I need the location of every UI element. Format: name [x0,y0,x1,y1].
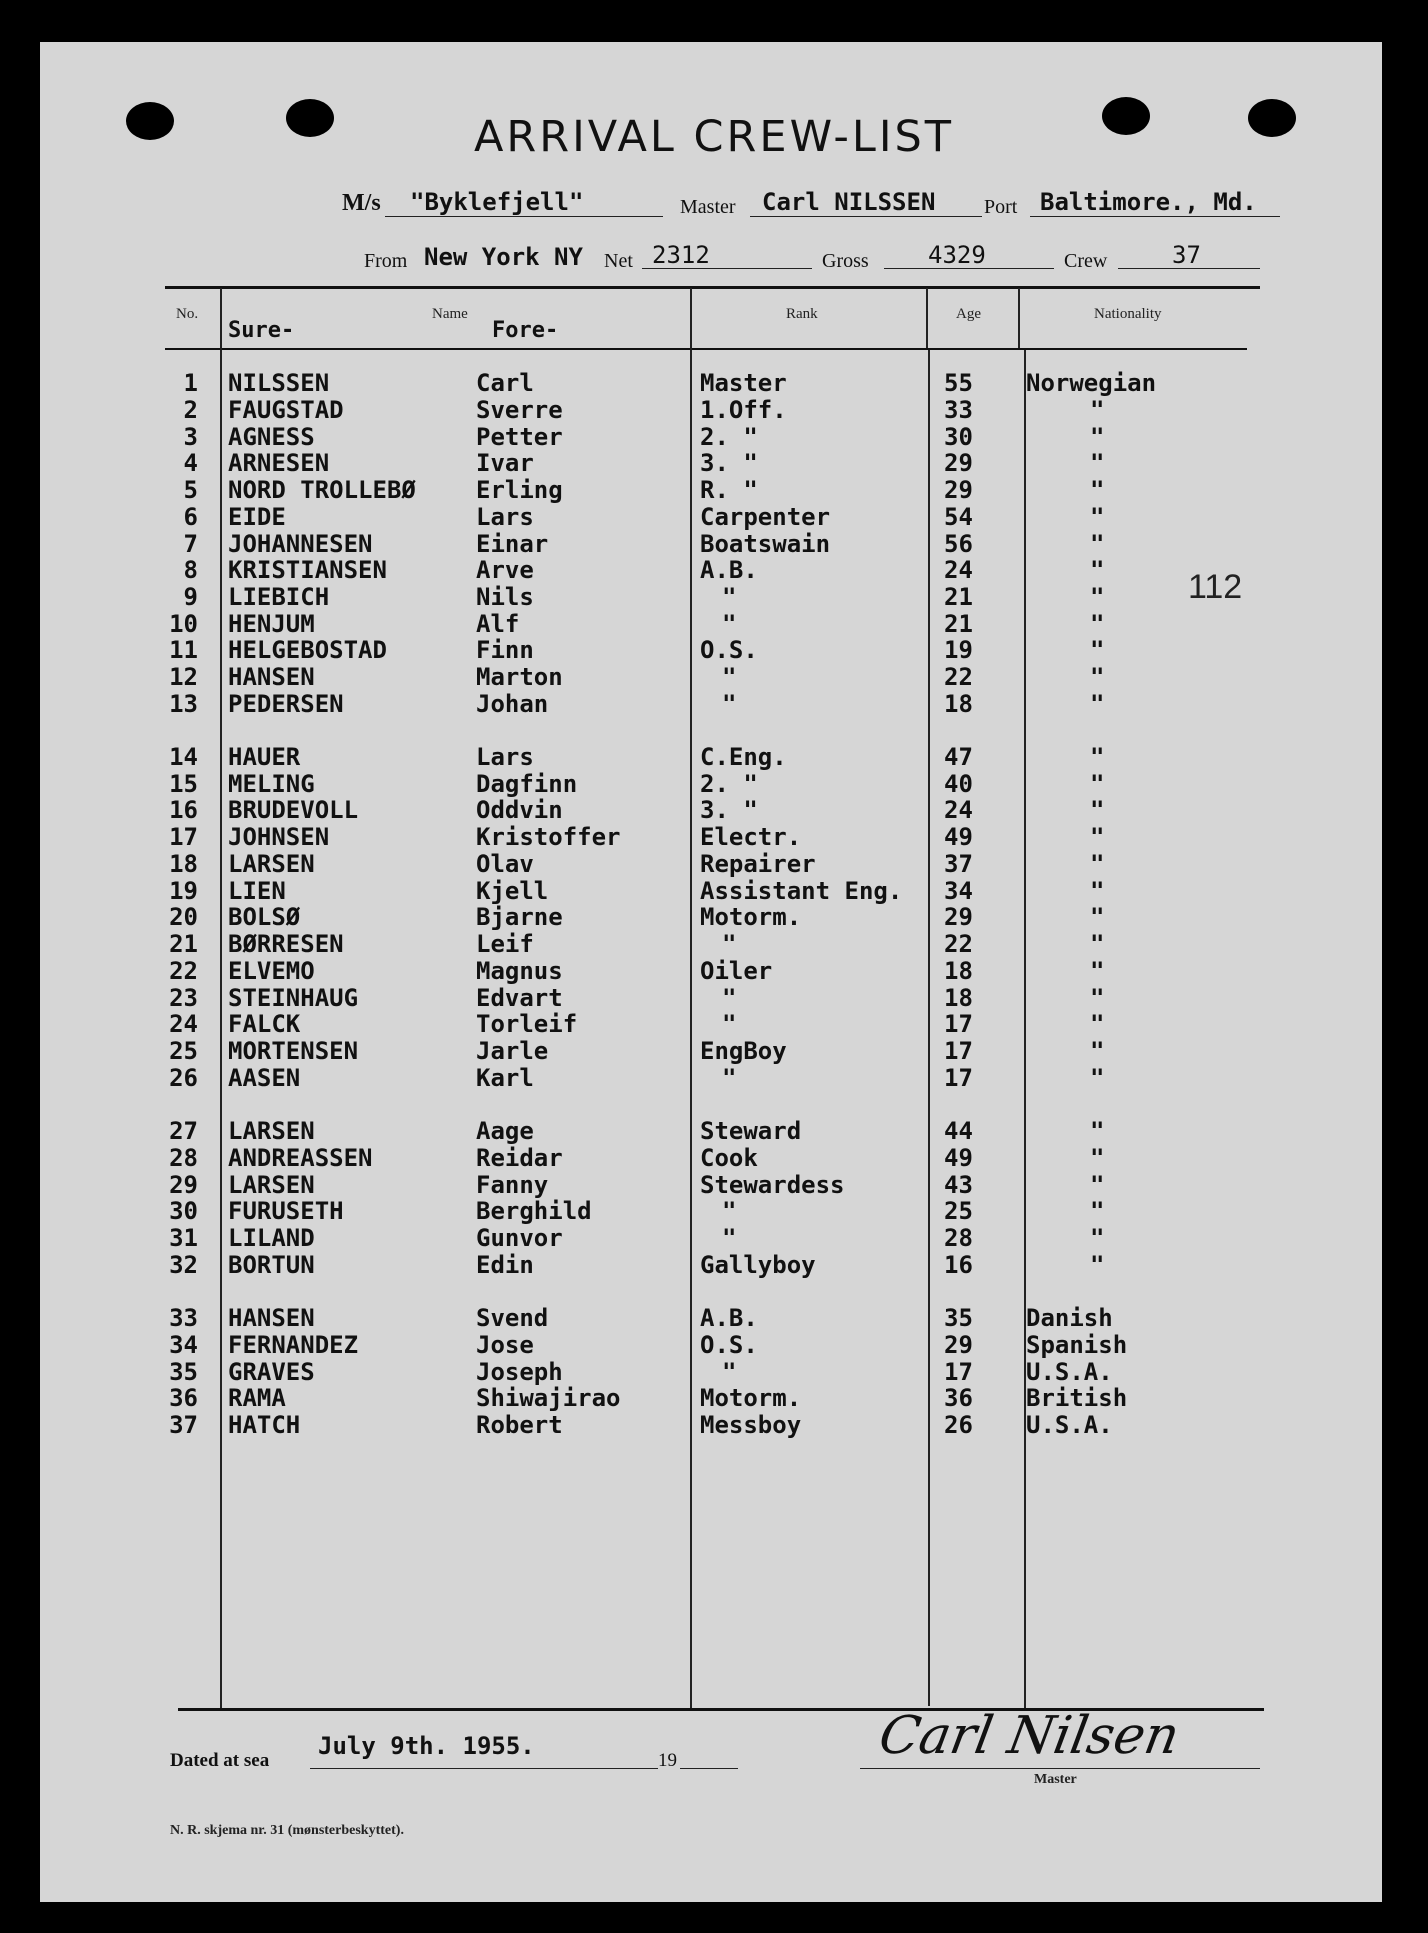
crew-surname: HANSEN [228,663,315,691]
crew-forename: Jose [476,1331,534,1359]
crew-rank: Gallyboy [700,1251,816,1279]
crew-rank: " [722,690,737,718]
crew-forename: Gunvor [476,1224,563,1252]
crew-rank: Oiler [700,957,773,985]
signature-underline [860,1768,1260,1769]
crew-age: 56 [944,530,973,558]
crew-age: 22 [944,930,973,958]
crew-no: 28 [169,1144,198,1172]
crew-surname: EIDE [228,503,286,531]
crew-forename: Shiwajirao [476,1384,621,1412]
port-value: Baltimore., Md. [1040,188,1257,216]
crew-no: 4 [183,449,198,477]
port-underline [1030,216,1280,217]
col-divider-rank [928,350,930,1706]
crew-forename: Berghild [476,1197,592,1225]
crew-nationality: U.S.A. [1026,1358,1113,1386]
crew-age: 40 [944,770,973,798]
crew-nationality: " [1090,1117,1105,1145]
col-divider-age-head [1018,288,1020,348]
crew-rank: Master [700,369,787,397]
crew-surname: GRAVES [228,1358,315,1386]
crew-forename: Kjell [476,877,549,905]
crew-no: 18 [169,850,198,878]
crew-surname: LILAND [228,1224,315,1252]
crew-no: 2 [183,396,198,424]
crew-age: 19 [944,636,973,664]
crew-forename: Reidar [476,1144,563,1172]
crew-nationality: " [1090,663,1105,691]
crew-no: 15 [169,770,198,798]
crew-no: 33 [169,1304,198,1332]
crew-age: 24 [944,556,973,584]
crew-no: 19 [169,877,198,905]
crew-forename: Robert [476,1411,563,1439]
master-label: Master [680,196,736,218]
crew-rank: Cook [700,1144,758,1172]
crew-no: 22 [169,957,198,985]
crew-surname: STEINHAUG [228,984,359,1012]
crew-rank: 2. " [700,423,758,451]
crew-surname: NORD TROLLEBØ [228,476,416,504]
crew-nationality: " [1090,984,1105,1012]
col-divider-name [690,288,692,1708]
crew-nationality: " [1090,770,1105,798]
crew-surname: PEDERSEN [228,690,344,718]
crew-nationality: " [1090,796,1105,824]
crew-no: 27 [169,1117,198,1145]
crew-no: 3 [183,423,198,451]
crew-no: 36 [169,1384,198,1412]
crew-surname: LARSEN [228,1171,315,1199]
crew-surname: AASEN [228,1064,301,1092]
crew-age: 18 [944,690,973,718]
crew-age: 17 [944,1064,973,1092]
crew-no: 23 [169,984,198,1012]
net-label: Net [604,250,633,272]
crew-no: 10 [169,610,198,638]
crew-rank: " [722,984,737,1012]
crew-forename: Ivar [476,449,534,477]
crew-age: 37 [944,850,973,878]
crew-rank: R. " [700,476,758,504]
crew-age: 17 [944,1010,973,1038]
crew-forename: Finn [476,636,534,664]
crew-no: 12 [169,663,198,691]
crew-forename: Einar [476,530,549,558]
crew-surname: MORTENSEN [228,1037,359,1065]
crew-nationality: " [1090,690,1105,718]
crew-rank: " [722,610,737,638]
crew-no: 37 [169,1411,198,1439]
crew-surname: ARNESEN [228,449,330,477]
crew-no: 20 [169,903,198,931]
table-header-rule [165,348,1247,350]
dated-label: Dated at sea [170,1750,270,1771]
year-label: 19 [658,1750,677,1771]
table-top-rule [165,286,1260,289]
master-underline [750,216,982,217]
crew-forename: Alf [476,610,520,638]
crew-no: 17 [169,823,198,851]
crew-forename: Torleif [476,1010,578,1038]
crew-nationality: " [1090,903,1105,931]
crew-age: 18 [944,957,973,985]
from-value: New York NY [424,243,583,271]
crew-rank: A.B. [700,556,758,584]
crew-forename: Johan [476,690,549,718]
crew-surname: BOLSØ [228,903,301,931]
vessel-prefix: M/s [342,190,381,216]
crew-forename: Marton [476,663,563,691]
crew-forename: Lars [476,743,534,771]
crew-rank: Repairer [700,850,816,878]
crew-nationality: " [1090,1010,1105,1038]
crew-forename: Olav [476,850,534,878]
crew-surname: FALCK [228,1010,301,1038]
crew-label: Crew [1064,250,1108,272]
crew-age: 24 [944,796,973,824]
signature-master-label: Master [1034,1772,1077,1787]
col-divider-rank-head [926,288,928,348]
crew-forename: Joseph [476,1358,563,1386]
col-header-rank: Rank [786,306,818,322]
master-signature: Carl Nilsen [874,1706,1184,1766]
crew-nationality: " [1090,1197,1105,1225]
crew-surname: ELVEMO [228,957,315,985]
crew-no: 6 [183,503,198,531]
page-title: ARRIVAL CREW-LIST [473,112,955,162]
crew-nationality: " [1090,503,1105,531]
crew-surname: JOHANNESEN [228,530,373,558]
crew-forename: Kristoffer [476,823,621,851]
crew-value: 37 [1172,241,1201,269]
crew-nationality: " [1090,823,1105,851]
crew-surname: KRISTIANSEN [228,556,387,584]
crew-no: 8 [183,556,198,584]
crew-age: 25 [944,1197,973,1225]
crew-surname: HELGEBOSTAD [228,636,387,664]
crew-nationality: " [1090,877,1105,905]
crew-age: 44 [944,1117,973,1145]
col-header-surname: Sure- [228,318,295,343]
crew-surname: MELING [228,770,315,798]
crew-nationality: " [1090,583,1105,611]
col-divider-no [220,288,222,1710]
crew-surname: ANDREASSEN [228,1144,373,1172]
crew-nationality: " [1090,850,1105,878]
crew-no: 14 [169,743,198,771]
crew-rank: " [722,1197,737,1225]
crew-forename: Edin [476,1251,534,1279]
crew-surname: NILSSEN [228,369,330,397]
crew-forename: Petter [476,423,563,451]
crew-nationality: " [1090,930,1105,958]
col-header-forename: Fore- [492,318,559,343]
crew-forename: Jarle [476,1037,549,1065]
crew-nationality: " [1090,423,1105,451]
crew-surname: RAMA [228,1384,286,1412]
crew-rank: Carpenter [700,503,831,531]
crew-nationality: " [1090,743,1105,771]
crew-surname: HANSEN [228,1304,315,1332]
crew-rank: " [722,1010,737,1038]
crew-rank: 2. " [700,770,758,798]
vessel-name: "Byklefjell" [410,188,584,216]
year-underline [680,1768,738,1769]
col-divider-age [1024,350,1026,1708]
crew-nationality: " [1090,1251,1105,1279]
crew-rank: " [722,1358,737,1386]
crew-age: 22 [944,663,973,691]
crew-no: 16 [169,796,198,824]
crew-surname: FURUSETH [228,1197,344,1225]
crew-rank: O.S. [700,636,758,664]
crew-age: 17 [944,1037,973,1065]
crew-no: 26 [169,1064,198,1092]
crew-forename: Leif [476,930,534,958]
port-label: Port [984,196,1018,218]
crew-nationality: " [1090,556,1105,584]
crew-no: 31 [169,1224,198,1252]
crew-nationality: " [1090,1224,1105,1252]
crew-surname: HAUER [228,743,301,771]
crew-forename: Bjarne [476,903,563,931]
crew-surname: FAUGSTAD [228,396,344,424]
crew-rank: " [722,583,737,611]
crew-rank: Stewardess [700,1171,845,1199]
crew-forename: Oddvin [476,796,563,824]
crew-forename: Karl [476,1064,534,1092]
crew-age: 29 [944,476,973,504]
crew-forename: Svend [476,1304,549,1332]
crew-no: 30 [169,1197,198,1225]
crew-surname: LIEN [228,877,286,905]
crew-no: 34 [169,1331,198,1359]
crew-nationality: " [1090,476,1105,504]
gross-value: 4329 [928,241,986,269]
from-label: From [364,250,408,272]
crew-forename: Arve [476,556,534,584]
crew-surname: LIEBICH [228,583,330,611]
crew-age: 43 [944,1171,973,1199]
crew-age: 36 [944,1384,973,1412]
crew-rank: " [722,1224,737,1252]
crew-surname: LARSEN [228,1117,315,1145]
net-value: 2312 [652,241,710,269]
crew-no: 32 [169,1251,198,1279]
crew-age: 49 [944,823,973,851]
col-header-nationality: Nationality [1094,306,1162,322]
crew-surname: BØRRESEN [228,930,344,958]
crew-no: 29 [169,1171,198,1199]
crew-age: 33 [944,396,973,424]
crew-rank: Motorm. [700,1384,802,1412]
crew-rank: 3. " [700,449,758,477]
crew-nationality: " [1090,957,1105,985]
col-header-age: Age [956,306,981,322]
date-value: July 9th. 1955. [318,1732,535,1760]
crew-forename: Edvart [476,984,563,1012]
crew-no: 5 [183,476,198,504]
crew-rank: 1.Off. [700,396,787,424]
crew-nationality: " [1090,396,1105,424]
crew-rank: " [722,1064,737,1092]
crew-age: 54 [944,503,973,531]
crew-rank: EngBoy [700,1037,787,1065]
crew-surname: LARSEN [228,850,315,878]
crew-forename: Carl [476,369,534,397]
crew-nationality: " [1090,449,1105,477]
crew-forename: Lars [476,503,534,531]
crew-no: 11 [169,636,198,664]
crew-rank: Messboy [700,1411,802,1439]
crew-forename: Erling [476,476,563,504]
crew-no: 24 [169,1010,198,1038]
crew-surname: HATCH [228,1411,301,1439]
crew-no: 21 [169,930,198,958]
crew-no: 35 [169,1358,198,1386]
crew-nationality: " [1090,1064,1105,1092]
crew-nationality: " [1090,1037,1105,1065]
crew-age: 49 [944,1144,973,1172]
crew-age: 29 [944,903,973,931]
crew-nationality: " [1090,1171,1105,1199]
master-name: Carl NILSSEN [762,188,936,216]
crew-age: 21 [944,583,973,611]
crew-rank: Motorm. [700,903,802,931]
crew-nationality: " [1090,530,1105,558]
crew-rank: A.B. [700,1304,758,1332]
crew-age: 17 [944,1358,973,1386]
crew-surname: FERNANDEZ [228,1331,359,1359]
crew-surname: BRUDEVOLL [228,796,359,824]
crew-nationality: Danish [1026,1304,1113,1332]
crew-nationality: British [1026,1384,1128,1412]
crew-rank: Electr. [700,823,802,851]
crew-age: 28 [944,1224,973,1252]
crew-nationality: Norwegian [1026,369,1157,397]
crew-rank: " [722,663,737,691]
crew-age: 30 [944,423,973,451]
crew-rank: " [722,930,737,958]
crew-age: 18 [944,984,973,1012]
col-header-name: Name [432,306,468,322]
crew-no: 7 [183,530,198,558]
crew-nationality: U.S.A. [1026,1411,1113,1439]
crew-forename: Sverre [476,396,563,424]
crew-nationality: " [1090,636,1105,664]
crew-nationality: " [1090,1144,1105,1172]
crew-rank: O.S. [700,1331,758,1359]
crew-forename: Nils [476,583,534,611]
crew-age: 34 [944,877,973,905]
crew-age: 26 [944,1411,973,1439]
crew-rank: C.Eng. [700,743,787,771]
crew-age: 21 [944,610,973,638]
crew-forename: Aage [476,1117,534,1145]
crew-no: 9 [183,583,198,611]
crew-surname: BORTUN [228,1251,315,1279]
crew-age: 47 [944,743,973,771]
crew-rank: Steward [700,1117,802,1145]
crew-forename: Magnus [476,957,563,985]
crew-forename: Fanny [476,1171,549,1199]
crew-nationality: Spanish [1026,1331,1128,1359]
crew-age: 29 [944,1331,973,1359]
crew-no: 13 [169,690,198,718]
crew-age: 29 [944,449,973,477]
gross-label: Gross [822,250,869,272]
crew-surname: HENJUM [228,610,315,638]
crew-rank: 3. " [700,796,758,824]
crew-age: 55 [944,369,973,397]
pencil-annotation: 112 [1188,568,1243,606]
crew-rank: Assistant Eng. [700,877,903,905]
crew-no: 25 [169,1037,198,1065]
crew-forename: Dagfinn [476,770,578,798]
crew-surname: JOHNSEN [228,823,330,851]
vessel-underline [385,216,663,217]
crew-age: 35 [944,1304,973,1332]
crew-rank: Boatswain [700,530,831,558]
crew-age: 16 [944,1251,973,1279]
crew-surname: AGNESS [228,423,315,451]
crew-no: 1 [183,369,198,397]
crew-nationality: " [1090,610,1105,638]
form-note: N. R. skjema nr. 31 (mønsterbeskyttet). [170,1823,404,1838]
col-header-no: No. [176,306,199,322]
date-underline [310,1768,658,1769]
